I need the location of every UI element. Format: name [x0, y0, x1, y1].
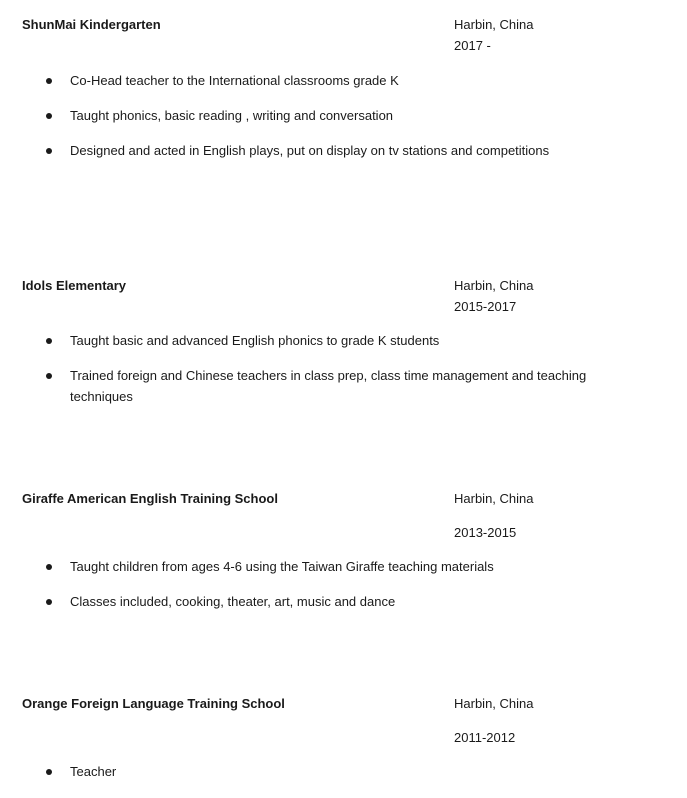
duty-text: Taught children from ages 4-6 using the Taiwan Giraffe teaching materials [70, 559, 494, 574]
list-item [0, 761, 687, 782]
bullet-icon [46, 113, 52, 119]
job-location: Harbin, China [454, 17, 534, 32]
list-item [0, 330, 687, 351]
list-item [0, 556, 687, 577]
bullet-icon [46, 148, 52, 154]
duty-text: Designed and acted in English plays, put on display on tv stations and competitions [70, 143, 550, 158]
list-item [0, 591, 687, 612]
job-location: Harbin, China [454, 491, 534, 506]
duty-text: Taught basic and advanced English phonics to grade K students [70, 333, 440, 348]
job-dates: 2013-2015 [454, 525, 517, 540]
bullet-icon [46, 338, 52, 344]
bullet-icon [46, 769, 52, 775]
bullet-icon [46, 564, 52, 570]
duty-text: Taught phonics, basic reading , writing and conversation [70, 108, 394, 123]
list-item [0, 70, 687, 91]
duty-text: Classes included, cooking, theater, art, music and dance [70, 594, 396, 609]
job-duties-list [0, 70, 687, 175]
employer-name: Giraffe American English Training School [22, 491, 278, 506]
duty-text: Co-Head teacher to the International classrooms grade K [70, 73, 399, 88]
job-dates: 2015-2017 [454, 299, 517, 314]
duty-text: Trained foreign and Chinese teachers in class prep, class time management and teaching techniques [70, 368, 587, 404]
job-location: Harbin, China [454, 696, 534, 711]
bullet-icon [46, 599, 52, 605]
employer-name: ShunMai Kindergarten [22, 17, 161, 32]
duty-text: Teacher [70, 764, 117, 779]
job-duties-list [0, 761, 687, 796]
list-item [0, 105, 687, 126]
job-dates: 2017 - [454, 38, 491, 53]
employer-name: Idols Elementary [22, 278, 127, 293]
job-duties-list [0, 556, 687, 626]
employer-name: Orange Foreign Language Training School [22, 696, 285, 711]
bullet-icon [46, 373, 52, 379]
list-item [0, 140, 687, 161]
bullet-icon [46, 78, 52, 84]
job-location: Harbin, China [454, 278, 534, 293]
list-item [0, 365, 687, 407]
job-duties-list [0, 330, 687, 421]
job-dates: 2011-2012 [454, 730, 516, 745]
